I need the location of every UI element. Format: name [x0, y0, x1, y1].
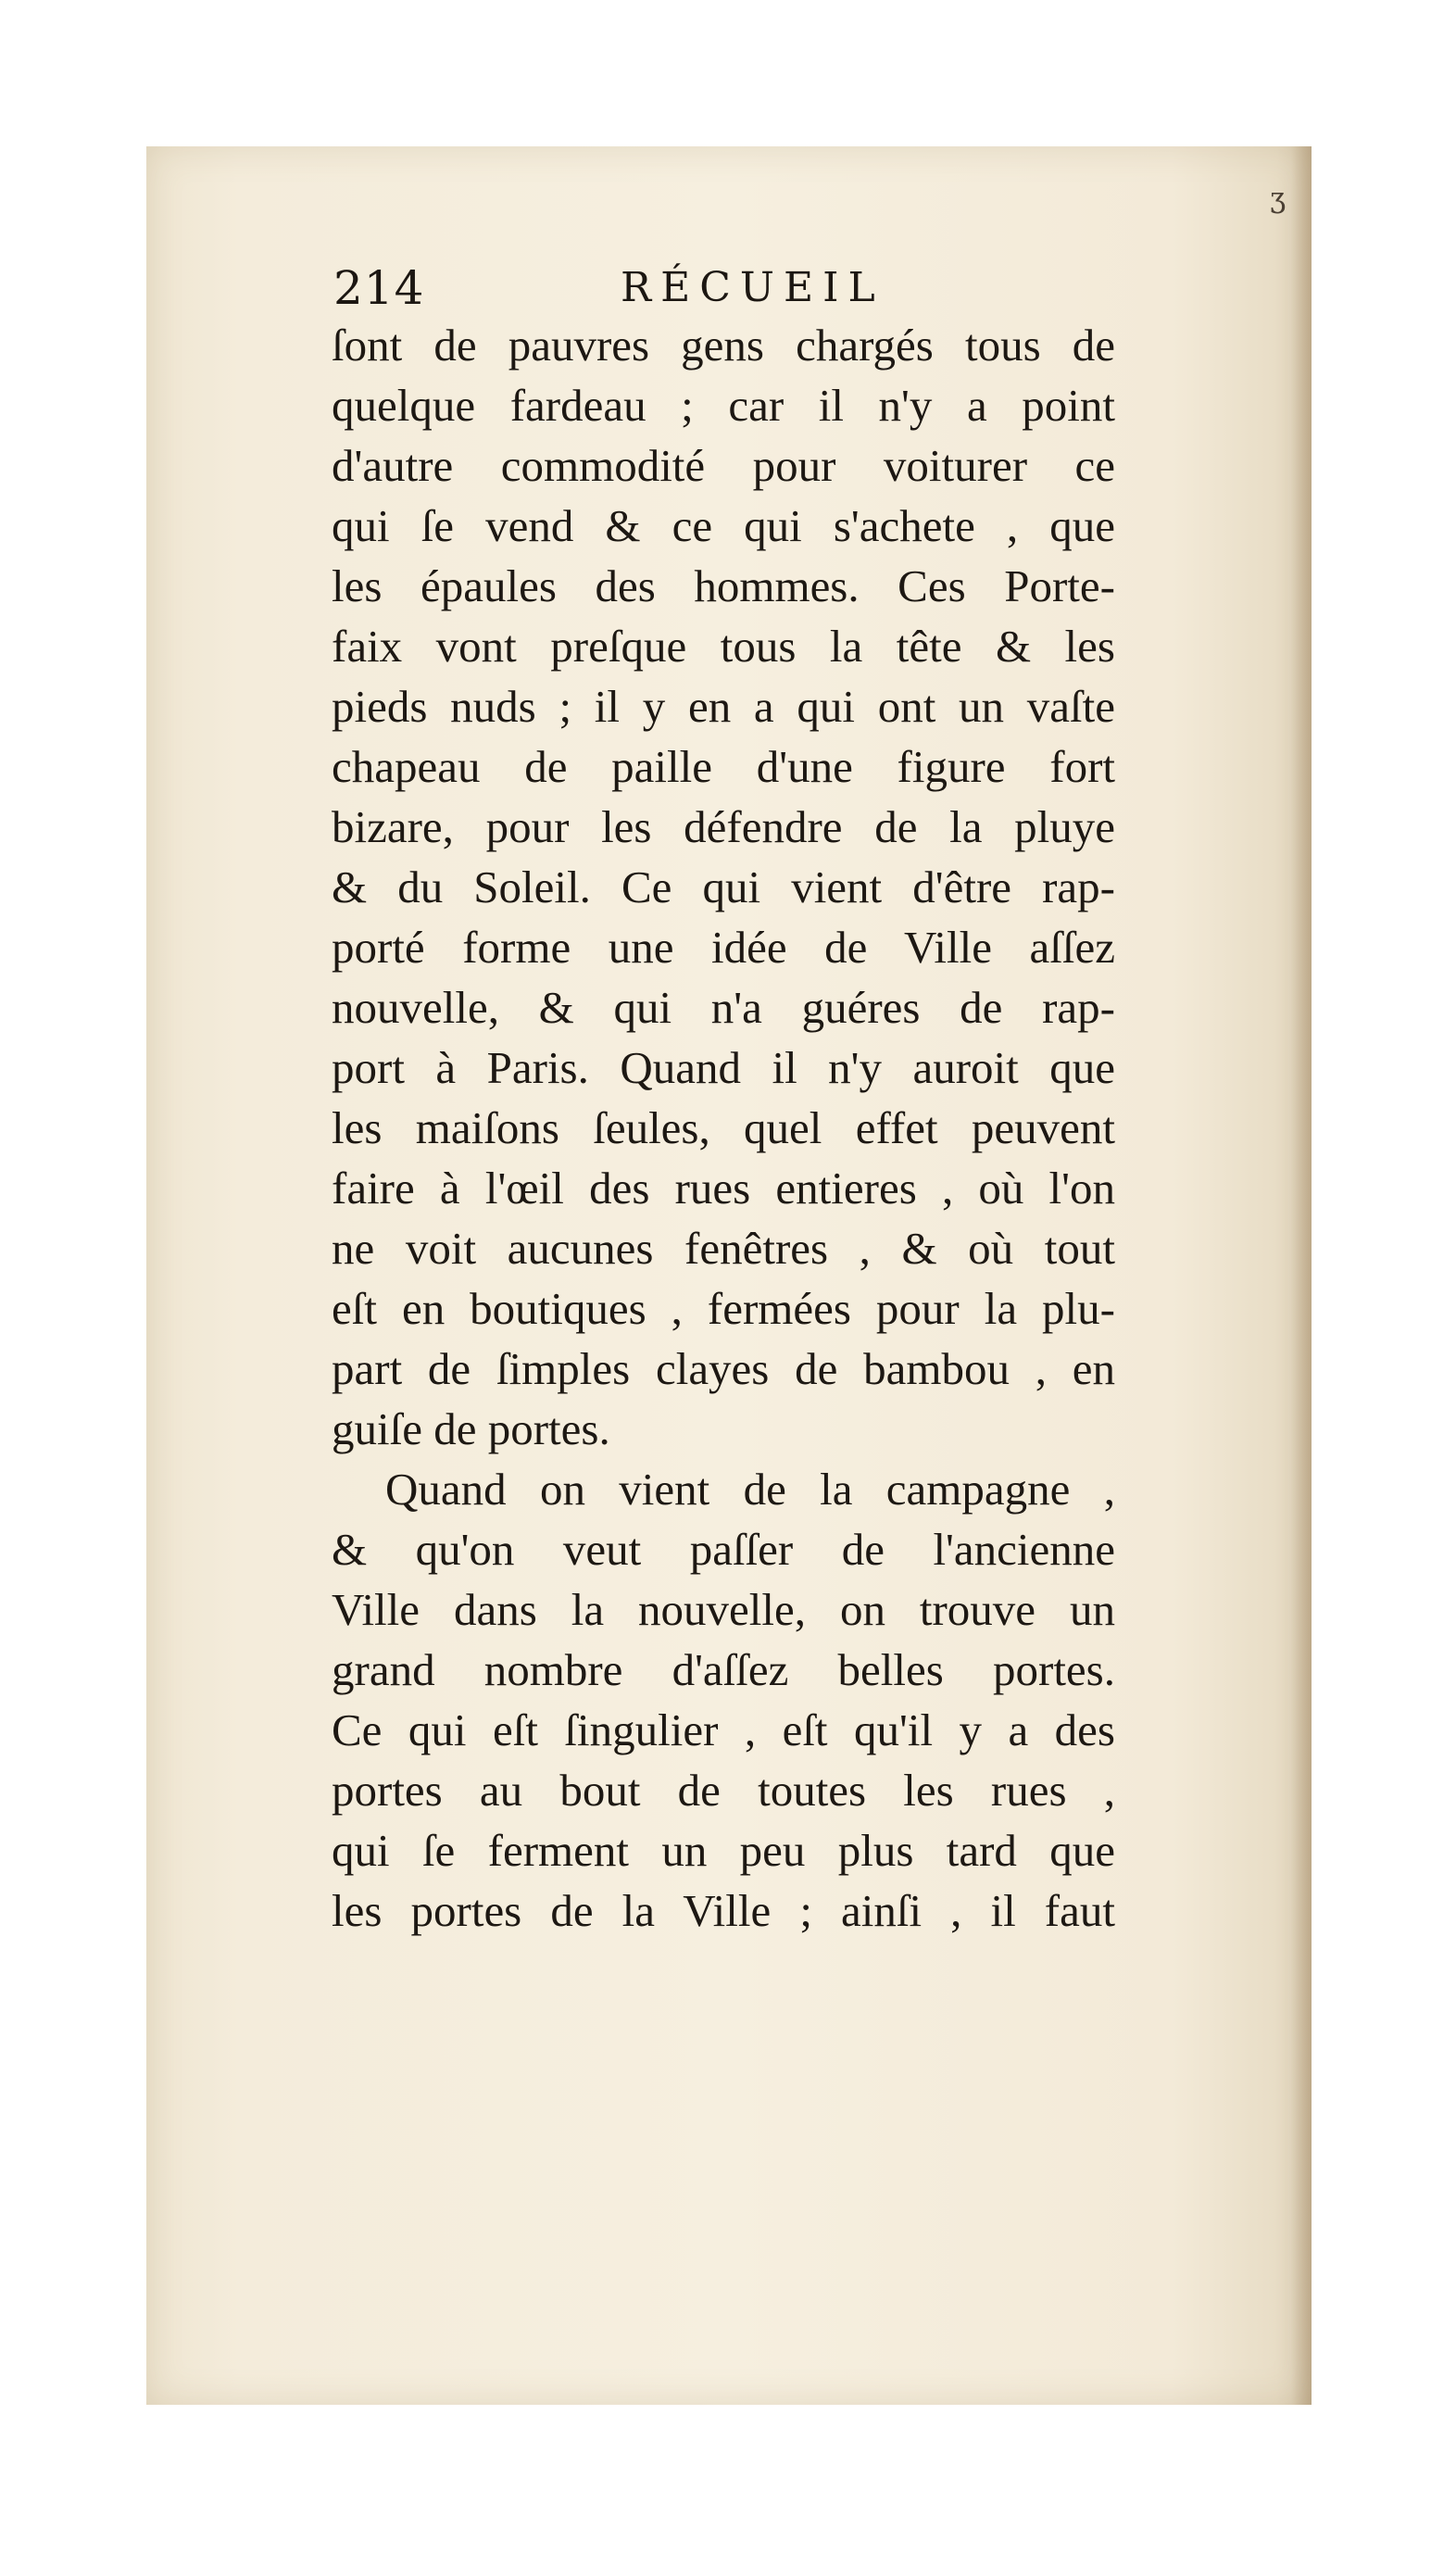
text-line: bizare, pour les défendre de la pluye: [332, 801, 1115, 852]
text-line: chapeau de paille d'une figure fort: [332, 741, 1115, 792]
text-line: d'autre commodité pour voiturer ce: [332, 440, 1115, 491]
paragraph-start-line: Quand on vient de la campagne ,: [385, 1464, 1115, 1515]
text-line: ne voit aucunes fenêtres , & où tout: [332, 1223, 1115, 1274]
running-head: RÉCUEIL: [621, 264, 885, 311]
text-line: port à Paris. Quand il n'y auroit que: [332, 1042, 1115, 1093]
text-line: les portes de la Ville ; ainſi , il faut: [332, 1885, 1115, 1936]
body-text: [332, 315, 1115, 1941]
text-line: quelque fardeau ; car il n'y a point: [332, 380, 1115, 431]
text-line: pieds nuds ; il y en a qui ont un vaſte: [332, 681, 1115, 732]
text-line: les épaules des hommes. Ces Porte-: [332, 560, 1115, 611]
text-line: ſont de pauvres gens chargés tous de: [332, 320, 1115, 371]
page-number: 214: [333, 261, 425, 315]
text-line: & du Soleil. Ce qui vient d'être rap-: [332, 861, 1115, 912]
text-line: nouvelle, & qui n'a guéres de rap-: [332, 982, 1115, 1033]
paragraph-end-line: guiſe de portes.: [332, 1403, 610, 1454]
text-line: qui ſe ferment un peu plus tard que: [332, 1825, 1115, 1876]
text-line: Ville dans la nouvelle, on trouve un: [332, 1584, 1115, 1635]
text-line: eſt en boutiques , fermées pour la plu-: [332, 1283, 1115, 1334]
margin-mark: ʒ: [1270, 182, 1287, 215]
text-line: Ce qui eſt ſingulier , eſt qu'il y a des: [332, 1704, 1115, 1755]
text-line: part de ſimples clayes de bambou , en: [332, 1343, 1115, 1394]
text-line: les maiſons ſeules, quel effet peuvent: [332, 1102, 1115, 1153]
text-line: grand nombre d'aſſez belles portes.: [332, 1644, 1115, 1695]
text-line: & qu'on veut paſſer de l'ancienne: [332, 1524, 1115, 1575]
page-header: [333, 256, 1130, 321]
text-line: faix vont preſque tous la tête & les: [332, 621, 1115, 672]
text-line: qui ſe vend & ce qui s'achete , que: [332, 500, 1115, 551]
text-line: portes au bout de toutes les rues ,: [332, 1765, 1115, 1816]
book-page: [146, 146, 1312, 2405]
text-line: porté forme une idée de Ville aſſez: [332, 922, 1115, 973]
text-line: faire à l'œil des rues entieres , où l'on: [332, 1163, 1115, 1214]
